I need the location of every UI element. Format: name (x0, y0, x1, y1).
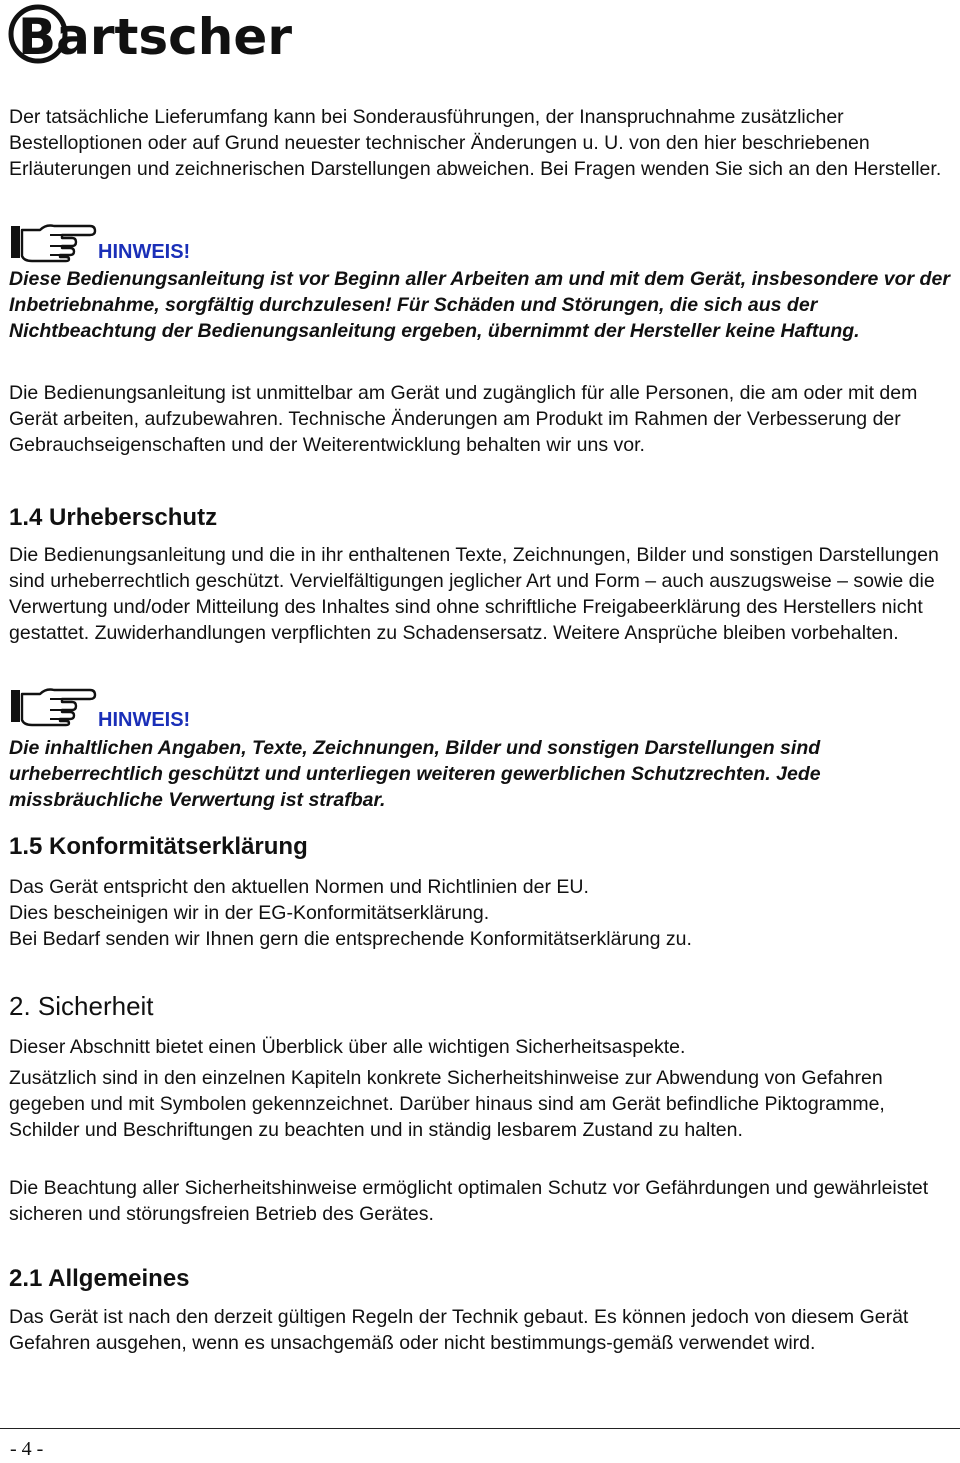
notice-header (10, 222, 410, 266)
urheberschutz-paragraph: Die Bedienungsanleitung und die in ihr enthaltenen Texte, Zeichnungen, Bilder und sonstigen Darstellungen sind urheberrechtlich geschützt. Vervielfältigungen jeglicher Art und Form – auch auszugsweise – sowie die Verwertung und/oder Mitteilung des Inhaltes sind ohne schriftliche Freigabeerklärung des Herstellers nicht gestattet. Zuwiderhandlungen verpflichten zu Schadensersatz. Weitere Ansprüche bleiben vorbehalten. (9, 544, 939, 644)
notice-label: HINWEIS! (98, 709, 191, 731)
intro-paragraph: Der tatsächliche Lieferumfang kann bei Sonderausführungen, der Inanspruchnahme zusätzlicher Bestelloptionen oder auf Grund neuester technischer Änderungen u. U. von den hier beschriebenen Erläuterungen und zeichnerischen Darstellungen abweichen. Bei Fragen wenden Sie sich an den Hersteller. (9, 106, 942, 180)
konformitaet-line: Das Gerät entspricht den aktuellen Normen und Richtlinien der EU. (9, 876, 589, 898)
notice-body-text: Die Bedienungsanleitung ist unmittelbar am Gerät und zugänglich für alle Personen, die am oder mit dem Gerät arbeiten, aufzubewahren. Technische Änderungen am Produkt im Rahmen der Verbesserung der Gebrauchseigenschaften und der Weiterentwicklung behalten wir uns vor. (9, 382, 918, 456)
section-heading-allgemeines: 2.1 Allgemeines (9, 1265, 190, 1292)
page-number: - 4 - (10, 1438, 44, 1460)
logo-wordmark: Bartscher (18, 8, 292, 66)
notice-header (10, 686, 410, 730)
sicherheit-paragraph: Die Beachtung aller Sicherheitshinweise ermöglicht optimalen Schutz vor Gefährdungen und gewährleistet sicheren und störungsfreien Betrieb des Gerätes. (9, 1177, 929, 1225)
sicherheit-paragraph: Dieser Abschnitt bietet einen Überblick über alle wichtigen Sicherheitsaspekte. (9, 1036, 686, 1058)
chapter-heading-sicherheit: 2. Sicherheit (9, 991, 154, 1021)
section-heading-urheberschutz: 1.4 Urheberschutz (9, 504, 218, 531)
pointing-hand-icon (10, 686, 96, 726)
allgemeines-paragraph: Das Gerät ist nach den derzeit gültigen Regeln der Technik gebaut. Es können jedoch von diesem Gerät Gefahren ausgehen, wenn es unsachgemäß oder nicht bestimmungs-gemäß verwendet wird. (9, 1306, 909, 1354)
sicherheit-paragraph: Zusätzlich sind in den einzelnen Kapiteln konkrete Sicherheitshinweise zur Abwendung von Gefahren gegeben und mit Symbolen gekennzeichnet. Darüber hinaus sind am Gerät befindliche Piktogramme, Schilder und Beschriftungen zu beachten und in ständig lesbarem Zustand zu halten. (9, 1067, 885, 1141)
footer-divider (0, 1428, 960, 1429)
konformitaet-line: Dies bescheinigen wir in der EG-Konformitätserklärung. (9, 902, 490, 924)
notice-label: HINWEIS! (98, 241, 191, 263)
notice-warning-text: Die inhaltlichen Angaben, Texte, Zeichnungen, Bilder und sonstigen Darstellungen sind urheberrechtlich geschützt und unterliegen weiteren gewerblichen Schutzrechten. Jede missbräuchliche Verwertung ist strafbar. (9, 737, 821, 811)
konformitaet-line: Bei Bedarf senden wir Ihnen gern die entsprechende Konformitätserklärung zu. (9, 928, 692, 950)
bartscher-logo (8, 2, 292, 66)
section-heading-konformitaet: 1.5 Konformitätserklärung (9, 833, 308, 860)
pointing-hand-icon (10, 222, 96, 262)
notice-warning-text: Diese Bedienungsanleitung ist vor Beginn aller Arbeiten am und mit dem Gerät, insbesondere vor der Inbetriebnahme, sorgfältig durchzulesen! Für Schäden und Störungen, die sich aus der Nichtbeachtung der Bedienungsanleitung ergeben, übernimmt der Hersteller keine Haftung. (9, 268, 950, 342)
